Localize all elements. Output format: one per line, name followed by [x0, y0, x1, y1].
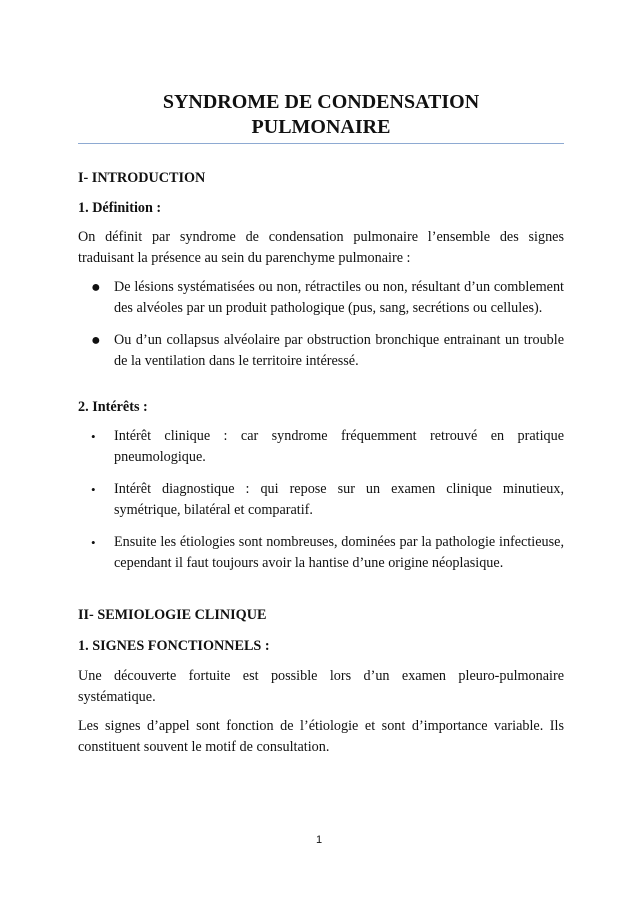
subheading-definition: 1. Définition : — [78, 200, 162, 216]
list-item-text: Intérêt clinique : car syndrome fréquemment retrouvé en pratique pneumologique. — [114, 428, 564, 465]
list-item — [78, 479, 564, 521]
definition-paragraph: On définit par syndrome de condensation pulmonaire l’ensemble des signes traduisant la présence au sein du parenchyme pulmonaire : — [78, 229, 564, 266]
title-line-1: SYNDROME DE CONDENSATION — [162, 91, 480, 113]
list-item-text: De lésions systématisées ou non, rétractiles ou non, résultant d’un comblement des alvéoles par un produit pathologique (pus, sang, secrétions ou cellules). — [114, 279, 564, 316]
list-item — [78, 532, 564, 574]
paragraph: Les signes d’appel sont fonction de l’étiologie et sont d’importance variable. Ils constituent souvent le motif de consultation. — [78, 718, 564, 755]
section-heading-semiologie: II- SEMIOLOGIE CLINIQUE — [78, 607, 267, 623]
subheading-interets: 2. Intérêts : — [78, 399, 148, 415]
document-body — [78, 168, 564, 758]
bullet-icon: • — [91, 429, 96, 444]
bullet-icon: ● — [91, 332, 101, 349]
list-item-text: Intérêt diagnostique : qui repose sur un examen clinique minutieux, symétrique, bilatéral et comparatif. — [114, 481, 564, 518]
list-item-text: Ensuite les étiologies sont nombreuses, dominées par la pathologie infectieuse, cependant il faut toujours avoir la hantise d’une origine néoplasique. — [114, 534, 564, 571]
bullet-icon: • — [91, 482, 96, 497]
bullet-icon: ● — [91, 279, 101, 296]
definition-bullet-list — [78, 277, 564, 372]
title-divider — [78, 143, 564, 144]
bullet-icon: • — [91, 535, 96, 550]
interets-bullet-list — [78, 426, 564, 574]
title-line-2: PULMONAIRE — [251, 116, 391, 138]
page-number: 1 — [315, 834, 323, 846]
list-item — [78, 277, 564, 319]
list-item — [78, 330, 564, 372]
list-item-text: Ou d’un collapsus alvéolaire par obstruction bronchique entrainant un trouble de la ventilation dans le territoire intéressé. — [114, 332, 564, 369]
paragraph: Une découverte fortuite est possible lors d’un examen pleuro-pulmonaire systématique. — [78, 668, 564, 705]
subheading-signes-fonctionnels: 1. SIGNES FONCTIONNELS : — [78, 638, 270, 654]
section-heading-introduction: I- INTRODUCTION — [78, 170, 206, 186]
list-item — [78, 426, 564, 468]
page-title — [78, 90, 564, 140]
